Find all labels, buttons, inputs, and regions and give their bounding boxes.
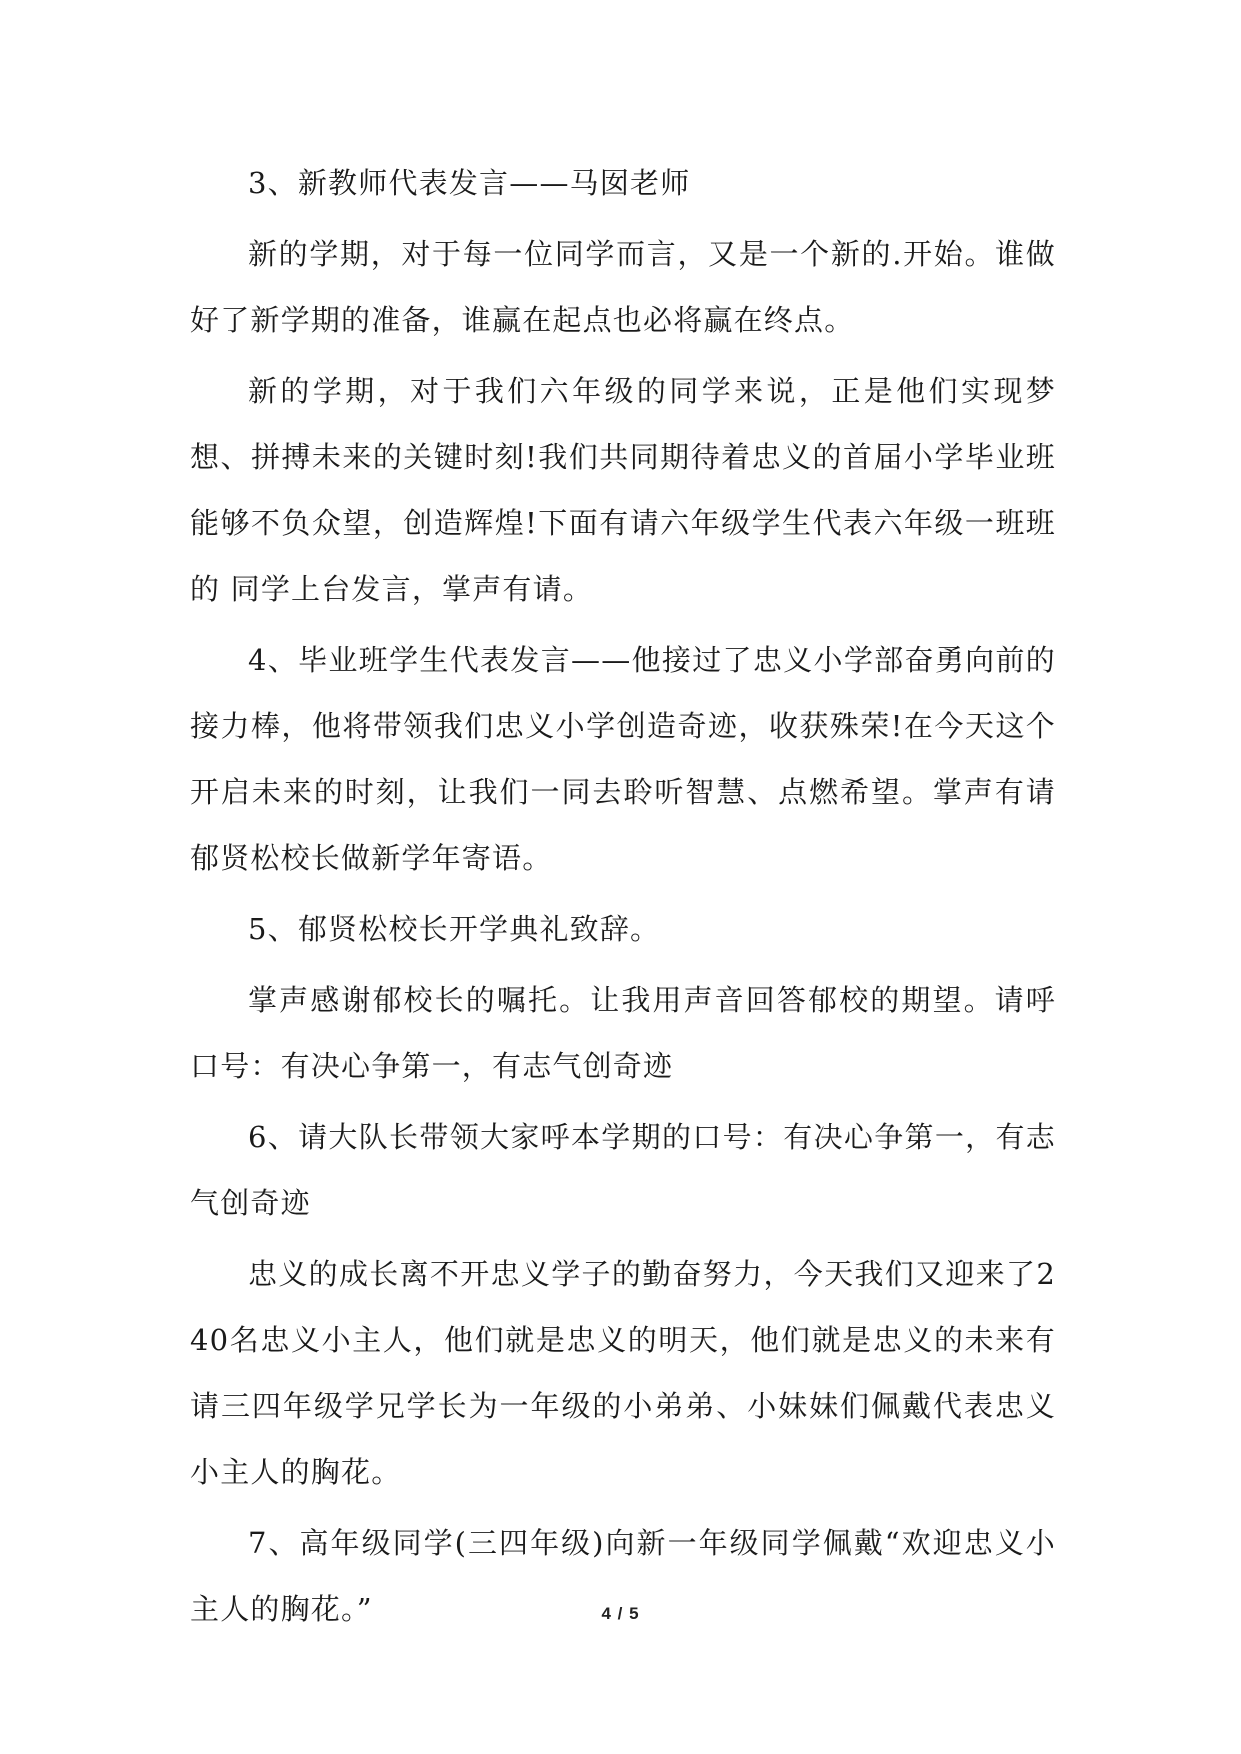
paragraph-new-students: 忠义的成长离不开忠义学子的勤奋努力，今天我们又迎来了240名忠义小主人，他们就是忠义的明天，他们就是忠义的未来有请三四年级学兄学长为一年级的小弟弟、小妹妹们佩戴代表忠义小主人的胸花。 [190,1257,1056,1489]
paragraph-item-7-corsage: 7、高年级同学(三四年级)向新一年级同学佩戴“欢迎忠义小主人的胸花。” [190,1526,1056,1626]
paragraph-item-5-principal: 5、郁贤松校长开学典礼致辞。 [248,912,661,946]
paragraph-grade-six: 新的学期，对于我们六年级的同学来说，正是他们实现梦想、拼搏未来的关键时刻!我们共同期待着忠义的首届小学毕业班能够不负众望，创造辉煌!下面有请六年级学生代表六年级一班班的 同学上台发言，掌声有请。 [190,374,1056,606]
paragraph-item-3-speech: 3、新教师代表发言——马囡老师 [248,166,691,200]
document-body [190,150,1056,1647]
paragraph-item-4-speech: 4、毕业班学生代表发言——他接过了忠义小学部奋勇向前的接力棒，他将带领我们忠义小学创造奇迹，收获殊荣!在今天这个开启未来的时刻，让我们一同去聆听智慧、点燃希望。掌声有请郁贤松校长做新学年寄语。 [190,643,1056,875]
paragraph-item-6-slogan: 6、请大队长带领大家呼本学期的口号：有决心争第一，有志气创奇迹 [190,1120,1056,1220]
paragraph-thanks-slogan: 掌声感谢郁校长的嘱托。让我用声音回答郁校的期望。请呼口号：有决心争第一，有志气创奇迹 [190,983,1056,1083]
page-number: 4 / 5 [601,1604,640,1623]
paragraph-new-semester: 新的学期，对于每一位同学而言，又是一个新的.开始。谁做好了新学期的准备，谁赢在起点也必将赢在终点。 [190,237,1056,337]
